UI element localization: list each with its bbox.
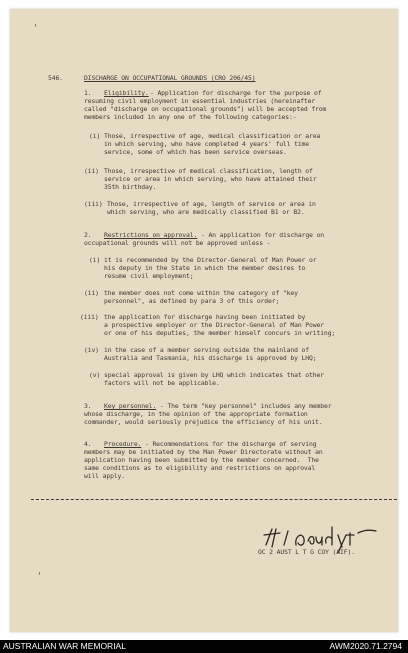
- para1-line: resuming civil employment in essential industries (hereinafter: [84, 97, 316, 105]
- para4-number: 4.: [84, 440, 92, 448]
- order-number: 546.: [48, 74, 63, 82]
- para2-line: - An application for discharge on: [201, 231, 325, 239]
- para2-item-line: resume civil employment;: [104, 272, 194, 280]
- para4-line: members may be initiated by the Man Power Directorate without an: [84, 448, 323, 456]
- para1-item-line: service or area in which serving, who have attained their: [104, 175, 317, 183]
- para2-item-line: a prospective employer or the Director-General of Man Power: [104, 321, 324, 329]
- para3-line: whose discharge, in the opinion of the appropriate formation: [84, 410, 308, 418]
- para4-line: application having been submitted by the member concerned. The: [84, 456, 319, 464]
- para2-item-line: factors will not be applicable.: [104, 379, 220, 387]
- para1-number: 1.: [84, 89, 92, 97]
- para2-item-label: (iii): [80, 313, 99, 321]
- para1-line: members included in any one of the following categories:-: [84, 113, 297, 121]
- para2-item-line: or one of his deputies, the member himself concurs in writing;: [104, 329, 336, 337]
- para2-number: 2.: [84, 231, 92, 239]
- para4-line: will apply.: [84, 472, 126, 480]
- para2-item-line: the application for discharge having been initiated by: [104, 313, 306, 321]
- para2-item-line: it is recommended by the Director-General of Man Power or: [104, 256, 317, 264]
- signature-block: OC 2 AUST L T G COY (AIF).: [258, 548, 355, 556]
- para3-number: 3.: [84, 402, 92, 410]
- para1-line: - Application for discharge for the purpose of: [150, 89, 322, 97]
- para1-item-label: (iii): [84, 200, 103, 208]
- para1-item-label: (ii): [84, 167, 99, 175]
- para1-item-line: Those, irrespective of age, medical classification or area: [104, 132, 321, 140]
- document-heading: DISCHARGE ON OCCUPATIONAL GROUNDS (CRO 206/45): [84, 74, 256, 82]
- para1-item-line: Those, irrespective of age, length of service or area in: [107, 200, 316, 208]
- para2-item-label: (v): [89, 371, 101, 379]
- para1-item-line: in which serving, who have completed 4 years' full time: [104, 140, 310, 148]
- para2-item-label: (i): [89, 256, 101, 264]
- para2-item-line: personnel", as defined by para 3 of this order;: [104, 297, 280, 305]
- para3-line: commander, would seriously prejudice the efficiency of his unit.: [84, 418, 323, 426]
- para2-item-label: (iv): [84, 346, 99, 354]
- para1-item-line: Those, irrespective of medical classification, length of: [104, 167, 313, 175]
- pencil-mark-top: ': [34, 23, 37, 34]
- para2-line: occupational grounds will not be approved unless -: [84, 239, 271, 247]
- para1-item-line: which serving, who are medically classified B1 or B2.: [107, 208, 305, 216]
- archive-footer: [0, 640, 408, 653]
- para1-item-line: service, some of which has been service overseas.: [104, 148, 287, 156]
- para1-item-line: 35th birthday.: [104, 183, 157, 191]
- para2-item-line: special approval is given by LHQ which indicates that other: [104, 371, 324, 379]
- para1-line: called "discharge on occupational grounds") will be accepted from: [84, 105, 327, 113]
- para4-line: same conditions as to eligibility and restrictions on approval: [84, 464, 316, 472]
- para2-item-line: his deputy in the State in which the member desires to: [104, 264, 306, 272]
- para3-title: Key personnel.: [104, 402, 157, 410]
- para1-item-label: (i): [89, 132, 101, 140]
- archive-name: AUSTRALIAN WAR MEMORIAL: [3, 641, 126, 651]
- dashed-divider: [31, 499, 397, 500]
- para2-item-line: the member does not come within the category of "key: [104, 289, 298, 297]
- accession-number: AWM2020.71.2794: [329, 641, 402, 651]
- para4-title: Procedure.: [104, 440, 142, 448]
- para3-line: - The term "key personnel" includes any member: [160, 402, 332, 410]
- para2-title: Restrictions on approval.: [104, 231, 198, 239]
- para1-title: Eligibility.: [104, 89, 149, 97]
- pencil-mark-bottom: ': [38, 571, 41, 582]
- para2-item-label: (ii): [84, 289, 99, 297]
- para2-item-line: in the case of a member serving outside the mainland of: [104, 346, 310, 354]
- para4-line: - Recommendations for the discharge of serving: [145, 440, 317, 448]
- para2-item-line: Australia and Tasmania, his discharge is approved by LHQ;: [104, 354, 317, 362]
